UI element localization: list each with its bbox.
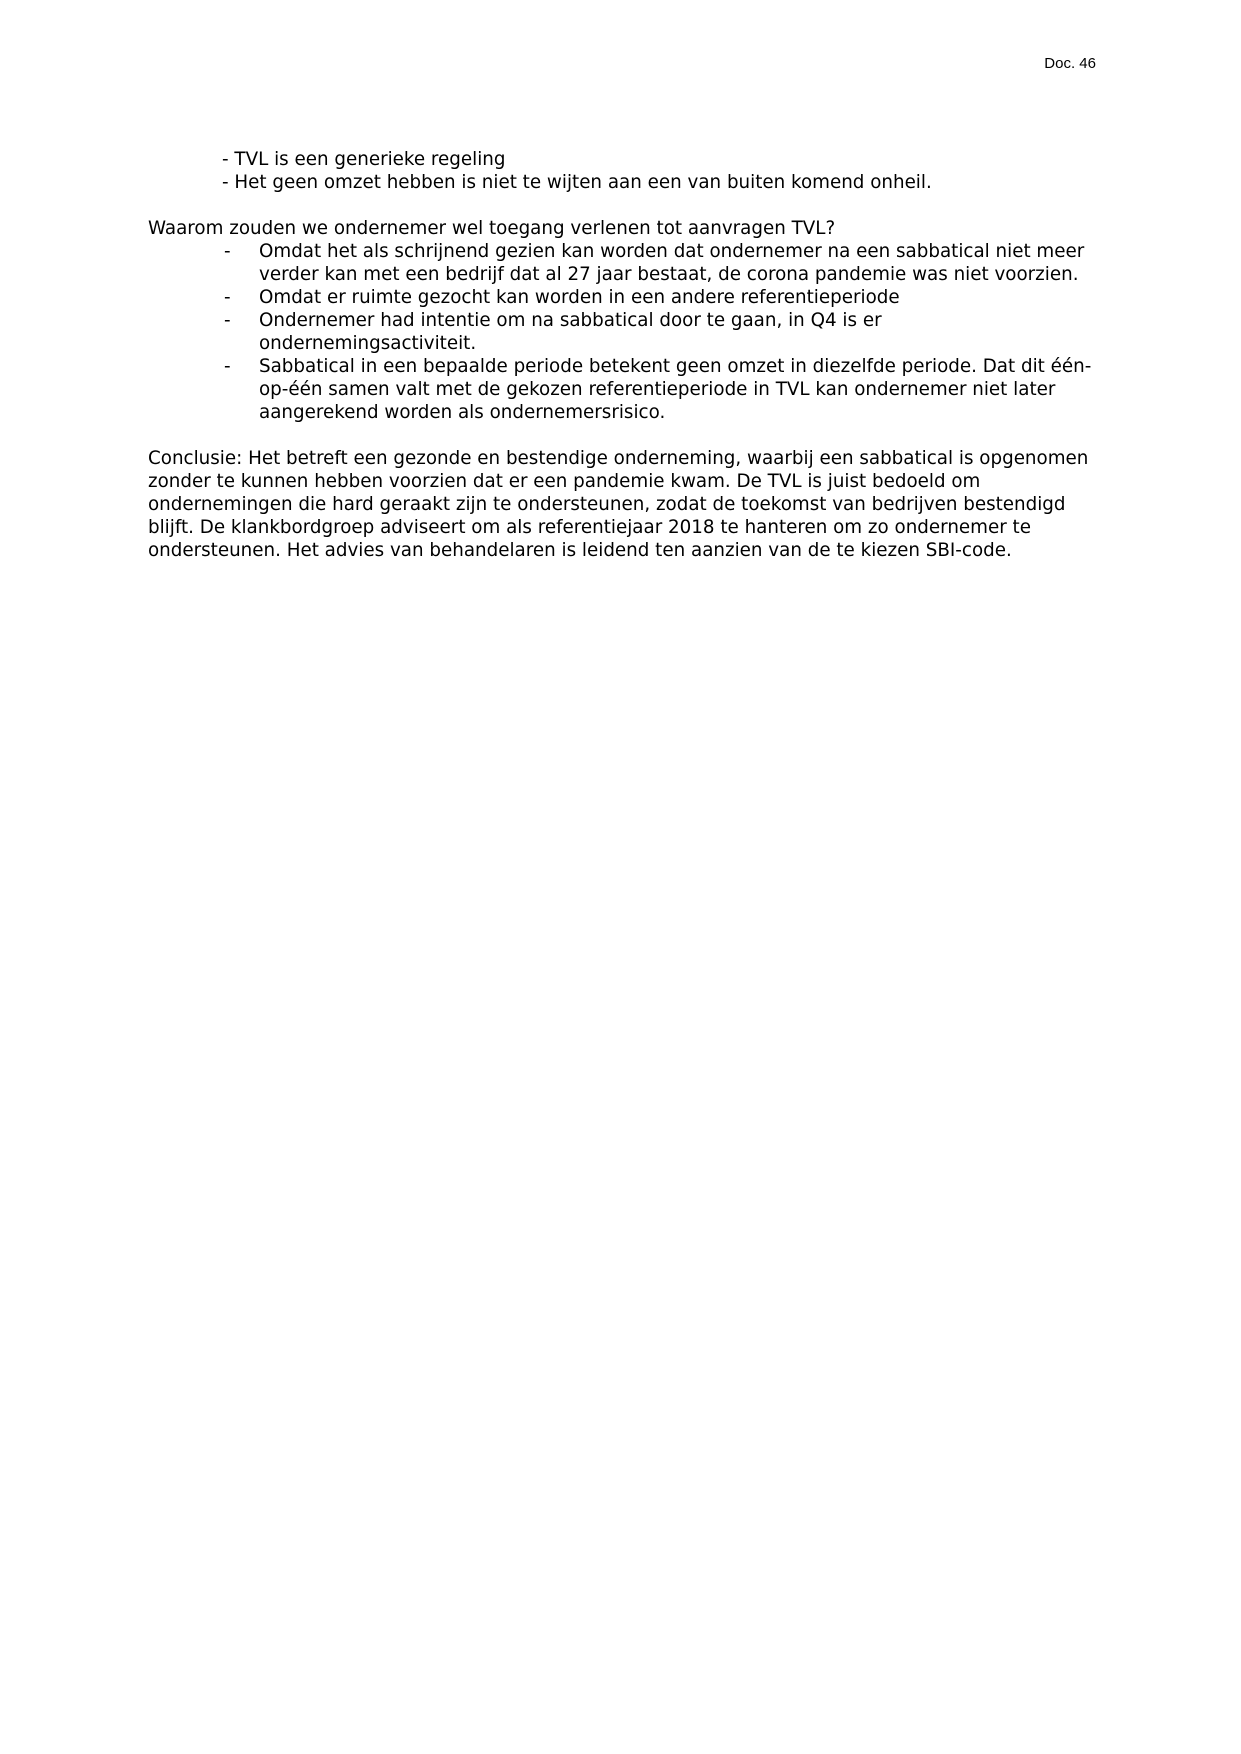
intro-list (222, 148, 1098, 194)
paragraph-spacer (148, 194, 1098, 217)
list-item (148, 286, 1098, 309)
list-item (148, 309, 1098, 355)
list-item-text: Omdat er ruimte gezocht kan worden in een andere referentieperiode (259, 287, 900, 308)
list-item (148, 240, 1098, 286)
list-item (148, 355, 1098, 424)
bullet-dash: - (224, 241, 231, 262)
reasons-list (148, 240, 1098, 424)
conclusion-paragraph: Conclusie: Het betreft een gezonde en bestendige onderneming, waarbij een sabbatical is opgenomen zonder te kunnen hebben voorzien dat er een pandemie kwam. De TVL is juist bedoeld om ondernemingen die hard geraakt zijn te ondersteunen, zodat de toekomst van bedrijven bestendigd blijft. De klankbordgroep adviseert om als referentiejaar 2018 te hanteren om zo ondernemer te ondersteunen. Het advies van behandelaren is leidend ten aanzien van de te kiezen SBI-code. (148, 448, 1089, 561)
question-paragraph: Waarom zouden we ondernemer wel toegang verlenen tot aanvragen TVL? (148, 218, 836, 239)
list-item-text: Ondernemer had intentie om na sabbatical door te gaan, in Q4 is er ondernemingsactiviteit. (259, 310, 882, 354)
bullet-dash: - (224, 310, 231, 331)
document-body (148, 148, 1098, 562)
list-item-text: Sabbatical in een bepaalde periode betekent geen omzet in diezelfde periode. Dat dit één-op-één samen valt met de gekozen referentieperiode in TVL kan ondernemer niet later aangerekend worden als ondernemersrisico. (259, 356, 1092, 423)
list-item: - TVL is een generieke regeling (222, 149, 506, 170)
document-number: Doc. 46 (1044, 55, 1096, 72)
bullet-dash: - (224, 287, 231, 308)
paragraph-spacer (148, 424, 1098, 447)
bullet-dash: - (224, 356, 231, 377)
list-item-text: Omdat het als schrijnend gezien kan worden dat ondernemer na een sabbatical niet meer verder kan met een bedrijf dat al 27 jaar bestaat, de corona pandemie was niet voorzien. (259, 241, 1085, 285)
list-item: - Het geen omzet hebben is niet te wijten aan een van buiten komend onheil. (222, 172, 932, 193)
